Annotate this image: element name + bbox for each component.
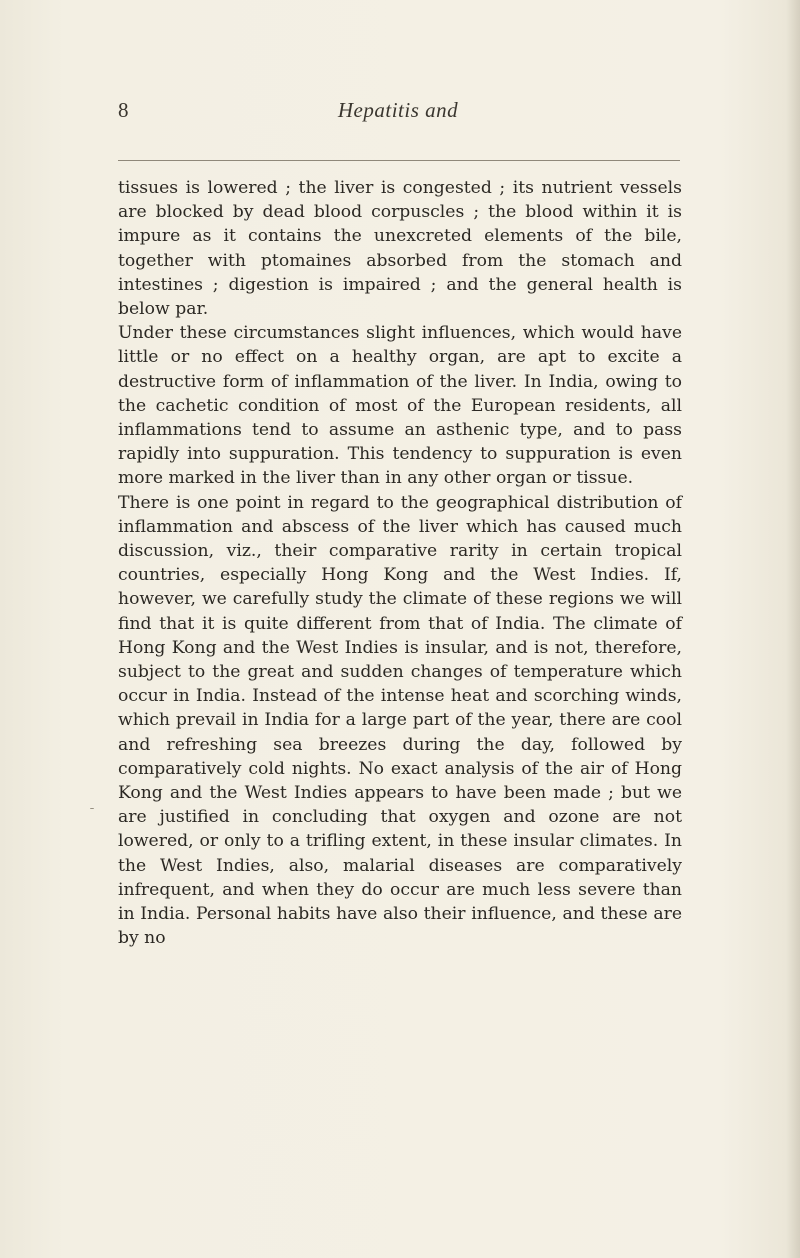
body-text: [118, 176, 682, 951]
paragraph-3: There is one point in regard to the geographical distribution of inflammation and abscess of the liver which has caused much discussion, viz., their comparative rarity in certain tropical countries, especially Hong Kong and the West Indies. If, however, we carefully study the climate of these regions we will find that it is quite different from that of India. The climate of Hong Kong and the West Indies is insular, and is not, therefore, subject to the great and sudden changes of temperature which occur in India. Instead of the intense heat and scorching winds, which prevail in India for a large part of the year, there are cool and refreshing sea breezes during the day, followed by comparatively cold nights. No exact analysis of the air of Hong Kong and the West Indies appears to have been made ; but we are justified in concluding that oxygen and ozone are not lowered, or only to a trifling extent, in these insular climates. In the West Indies, also, malarial diseases are comparatively infrequent, and when they do occur are much less severe than in India. Personal habits have also their influence, and these are by no: [118, 492, 682, 949]
margin-mark: ˍ: [89, 796, 95, 810]
page-header: [118, 92, 678, 132]
header-rule: [118, 160, 680, 161]
paragraph-1: tissues is lowered ; the liver is congested ; its nutrient vessels are blocked by dead blood corpuscles ; the blood within it is impure as it contains the unexcreted elements of the bile, together with ptomaines absorbed from the stomach and intestines ; digestion is impaired ; and the general health is below par.: [118, 178, 682, 320]
running-title: Hepatitis and: [337, 98, 459, 122]
page-number: 8: [118, 98, 129, 122]
paragraph-2: Under these circumstances slight influences, which would have little or no effect on a healthy organ, are apt to excite a destructive form of inflammation of the liver. In India, owing to the cachetic condition of most of the European residents, all inflammations tend to assume an asthenic type, and to pass rapidly into suppuration. This tendency to suppuration is even more marked in the liver than in any other organ or tissue.: [118, 323, 682, 489]
page-edge-shadow: [786, 0, 800, 1258]
